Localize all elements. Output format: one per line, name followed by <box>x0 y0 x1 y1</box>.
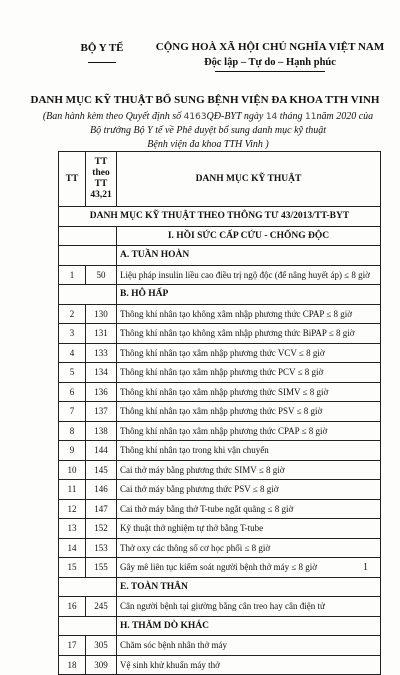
row-technique-cell: Gây mê liên tục kiểm soát người bệnh thở máy ≤ 8 giờ <box>117 558 381 578</box>
row-technique-cell: Thông khí nhân tạo không xâm nhập phương thức BiPAP ≤ 8 giờ <box>117 324 381 344</box>
row-index-cell: 2 <box>59 304 86 324</box>
row-tt43-cell: 138 <box>86 421 117 441</box>
technique-catalog-table <box>58 151 381 675</box>
blank-cell <box>59 226 117 246</box>
row-tt43-cell: 309 <box>86 655 117 675</box>
ministry-name: BỘ Y TẾ <box>80 42 124 54</box>
row-technique-cell: Cai thở máy bằng phương thức SIMV ≤ 8 giờ <box>117 460 381 480</box>
row-index-cell: 17 <box>59 636 86 656</box>
row-index-cell: 12 <box>59 499 86 519</box>
table-row <box>59 304 381 324</box>
group-title: A. TUẦN HOÀN <box>117 246 381 266</box>
row-technique-cell: Kỹ thuật thở nghiệm tự thở bằng T-tube <box>117 519 381 539</box>
group-row <box>59 285 381 305</box>
row-index-cell: 15 <box>59 558 86 578</box>
group-row <box>59 246 381 266</box>
decree-line-2: Bộ trưởng Bộ Y tế về Phê duyệt bổ sung danh mục kỹ thuật <box>89 125 327 136</box>
row-technique-cell: Thông khí nhân tạo xâm nhập phương thức PSV ≤ 8 giờ <box>117 402 381 422</box>
row-technique-cell: Cai thở máy bằng phương thức PSV ≤ 8 giờ <box>117 480 381 500</box>
row-tt43-cell: 131 <box>86 324 117 344</box>
row-index-cell: 9 <box>59 441 86 461</box>
row-index-cell: 18 <box>59 655 86 675</box>
decree-text: QĐ-BYT ngày <box>206 111 266 122</box>
row-index-cell: 6 <box>59 382 86 402</box>
group-row <box>59 577 381 597</box>
row-tt43-cell: 152 <box>86 519 117 539</box>
row-index-cell: 10 <box>59 460 86 480</box>
row-technique-cell: Cân người bệnh tại giường bằng cân treo hay cân điện tử <box>117 597 381 617</box>
decree-text: tháng <box>277 111 306 122</box>
decree-note <box>28 110 388 152</box>
row-technique-cell: Thông khí nhân tạo không xâm nhập phương thức CPAP ≤ 8 giờ <box>117 304 381 324</box>
row-index-cell: 3 <box>59 324 86 344</box>
row-tt43-cell: 146 <box>86 480 117 500</box>
decree-number-handwritten: 4163 <box>183 112 207 122</box>
table-row <box>59 480 381 500</box>
decree-day-handwritten: 14 <box>265 112 278 122</box>
group-row <box>59 616 381 636</box>
table-row <box>59 324 381 344</box>
table-row <box>59 519 381 539</box>
nation-name: CỘNG HOÀ XÃ HỘI CHỦ NGHĨA VIỆT NAM <box>155 41 385 53</box>
row-tt43-cell: 137 <box>86 402 117 422</box>
row-tt43-cell: 144 <box>86 441 117 461</box>
col-header-tt43: TT theo TT 43,21 <box>86 152 117 207</box>
row-technique-cell: Thông khí nhân tạo xâm nhập phương thức CPAP ≤ 8 giờ <box>117 421 381 441</box>
row-tt43-cell: 147 <box>86 499 117 519</box>
row-index-cell: 7 <box>59 402 86 422</box>
row-technique-cell: Thở oxy các thông số cơ học phổi ≤ 8 giờ <box>117 538 381 558</box>
decree-text: năm 2020 của <box>316 111 374 122</box>
blank-cell <box>59 285 117 305</box>
row-tt43-cell: 133 <box>86 343 117 363</box>
col-header-technique: DANH MỤC KỸ THUẬT <box>117 152 381 207</box>
row-tt43-cell: 153 <box>86 538 117 558</box>
chapter-row <box>59 226 381 246</box>
row-tt43-cell: 145 <box>86 460 117 480</box>
row-tt43-cell: 130 <box>86 304 117 324</box>
chapter-title: I. HỒI SỨC CẤP CỨU - CHỐNG ĐỘC <box>117 226 381 246</box>
motto-underline <box>215 71 325 72</box>
row-index-cell: 13 <box>59 519 86 539</box>
row-index-cell: 1 <box>59 265 86 285</box>
table-row <box>59 265 381 285</box>
table-row <box>59 538 381 558</box>
row-index-cell: 16 <box>59 597 86 617</box>
table-row <box>59 343 381 363</box>
col-header-tt: TT <box>59 152 86 207</box>
ministry-header <box>62 42 142 66</box>
group-title: H. THĂM DÒ KHÁC <box>117 616 381 636</box>
row-technique-cell: Chăm sóc bệnh nhân thở máy <box>117 636 381 656</box>
decree-month-handwritten: 11 <box>305 112 317 122</box>
ministry-underline <box>88 62 116 63</box>
decree-text: (Ban hành kèm theo Quyết định số <box>42 111 184 122</box>
row-technique-cell: Thông khí nhân tạo xâm nhập phương thức SIMV ≤ 8 giờ <box>117 382 381 402</box>
row-technique-cell: Thông khí nhân tạo xâm nhập phương thức PCV ≤ 8 giờ <box>117 363 381 383</box>
row-technique-cell: Cai thở máy bằng thở T-tube ngắt quãng ≤ 8 giờ <box>117 499 381 519</box>
table-row <box>59 382 381 402</box>
row-index-cell: 8 <box>59 421 86 441</box>
table-row <box>59 558 381 578</box>
row-technique-cell: Liệu pháp insulin liều cao điều trị ngộ độc (để nâng huyết áp) ≤ 8 giờ <box>117 265 381 285</box>
table-row <box>59 421 381 441</box>
table-row <box>59 636 381 656</box>
row-technique-cell: Vệ sinh khử khuẩn máy thở <box>117 655 381 675</box>
document-title: DANH MỤC KỸ THUẬT BỔ SUNG BỆNH VIỆN ĐA KHOA TTH VINH <box>30 94 380 106</box>
row-index-cell: 5 <box>59 363 86 383</box>
blank-cell <box>59 616 117 636</box>
row-index-cell: 4 <box>59 343 86 363</box>
row-tt43-cell: 155 <box>86 558 117 578</box>
row-tt43-cell: 305 <box>86 636 117 656</box>
row-tt43-cell: 134 <box>86 363 117 383</box>
blank-cell <box>59 577 117 597</box>
table-row <box>59 460 381 480</box>
table-row <box>59 441 381 461</box>
page-number: 1 <box>363 562 368 573</box>
table-row <box>59 597 381 617</box>
row-index-cell: 14 <box>59 538 86 558</box>
decree-line-3: Bệnh viện đa khoa TTH Vinh ) <box>147 139 269 150</box>
national-motto: Độc lập – Tự do – Hạnh phúc <box>204 57 336 68</box>
row-technique-cell: Thông khí nhân tạo trong khi vận chuyển <box>117 441 381 461</box>
table-row <box>59 402 381 422</box>
decree-line-1 <box>28 110 388 124</box>
table-header-row <box>59 152 381 207</box>
group-title: E. TOÀN THÂN <box>117 577 381 597</box>
table-row <box>59 655 381 675</box>
row-index-cell: 11 <box>59 480 86 500</box>
table-row <box>59 363 381 383</box>
row-tt43-cell: 245 <box>86 597 117 617</box>
row-tt43-cell: 136 <box>86 382 117 402</box>
national-header <box>150 40 390 72</box>
row-tt43-cell: 50 <box>86 265 117 285</box>
section-title-row <box>59 207 381 227</box>
table-row <box>59 499 381 519</box>
row-technique-cell: Thông khí nhân tạo xâm nhập phương thức VCV ≤ 8 giờ <box>117 343 381 363</box>
section-title: DANH MỤC KỸ THUẬT THEO THÔNG TƯ 43/2013/TT-BYT <box>59 207 381 227</box>
group-title: B. HÔ HẤP <box>117 285 381 305</box>
blank-cell <box>59 246 117 266</box>
